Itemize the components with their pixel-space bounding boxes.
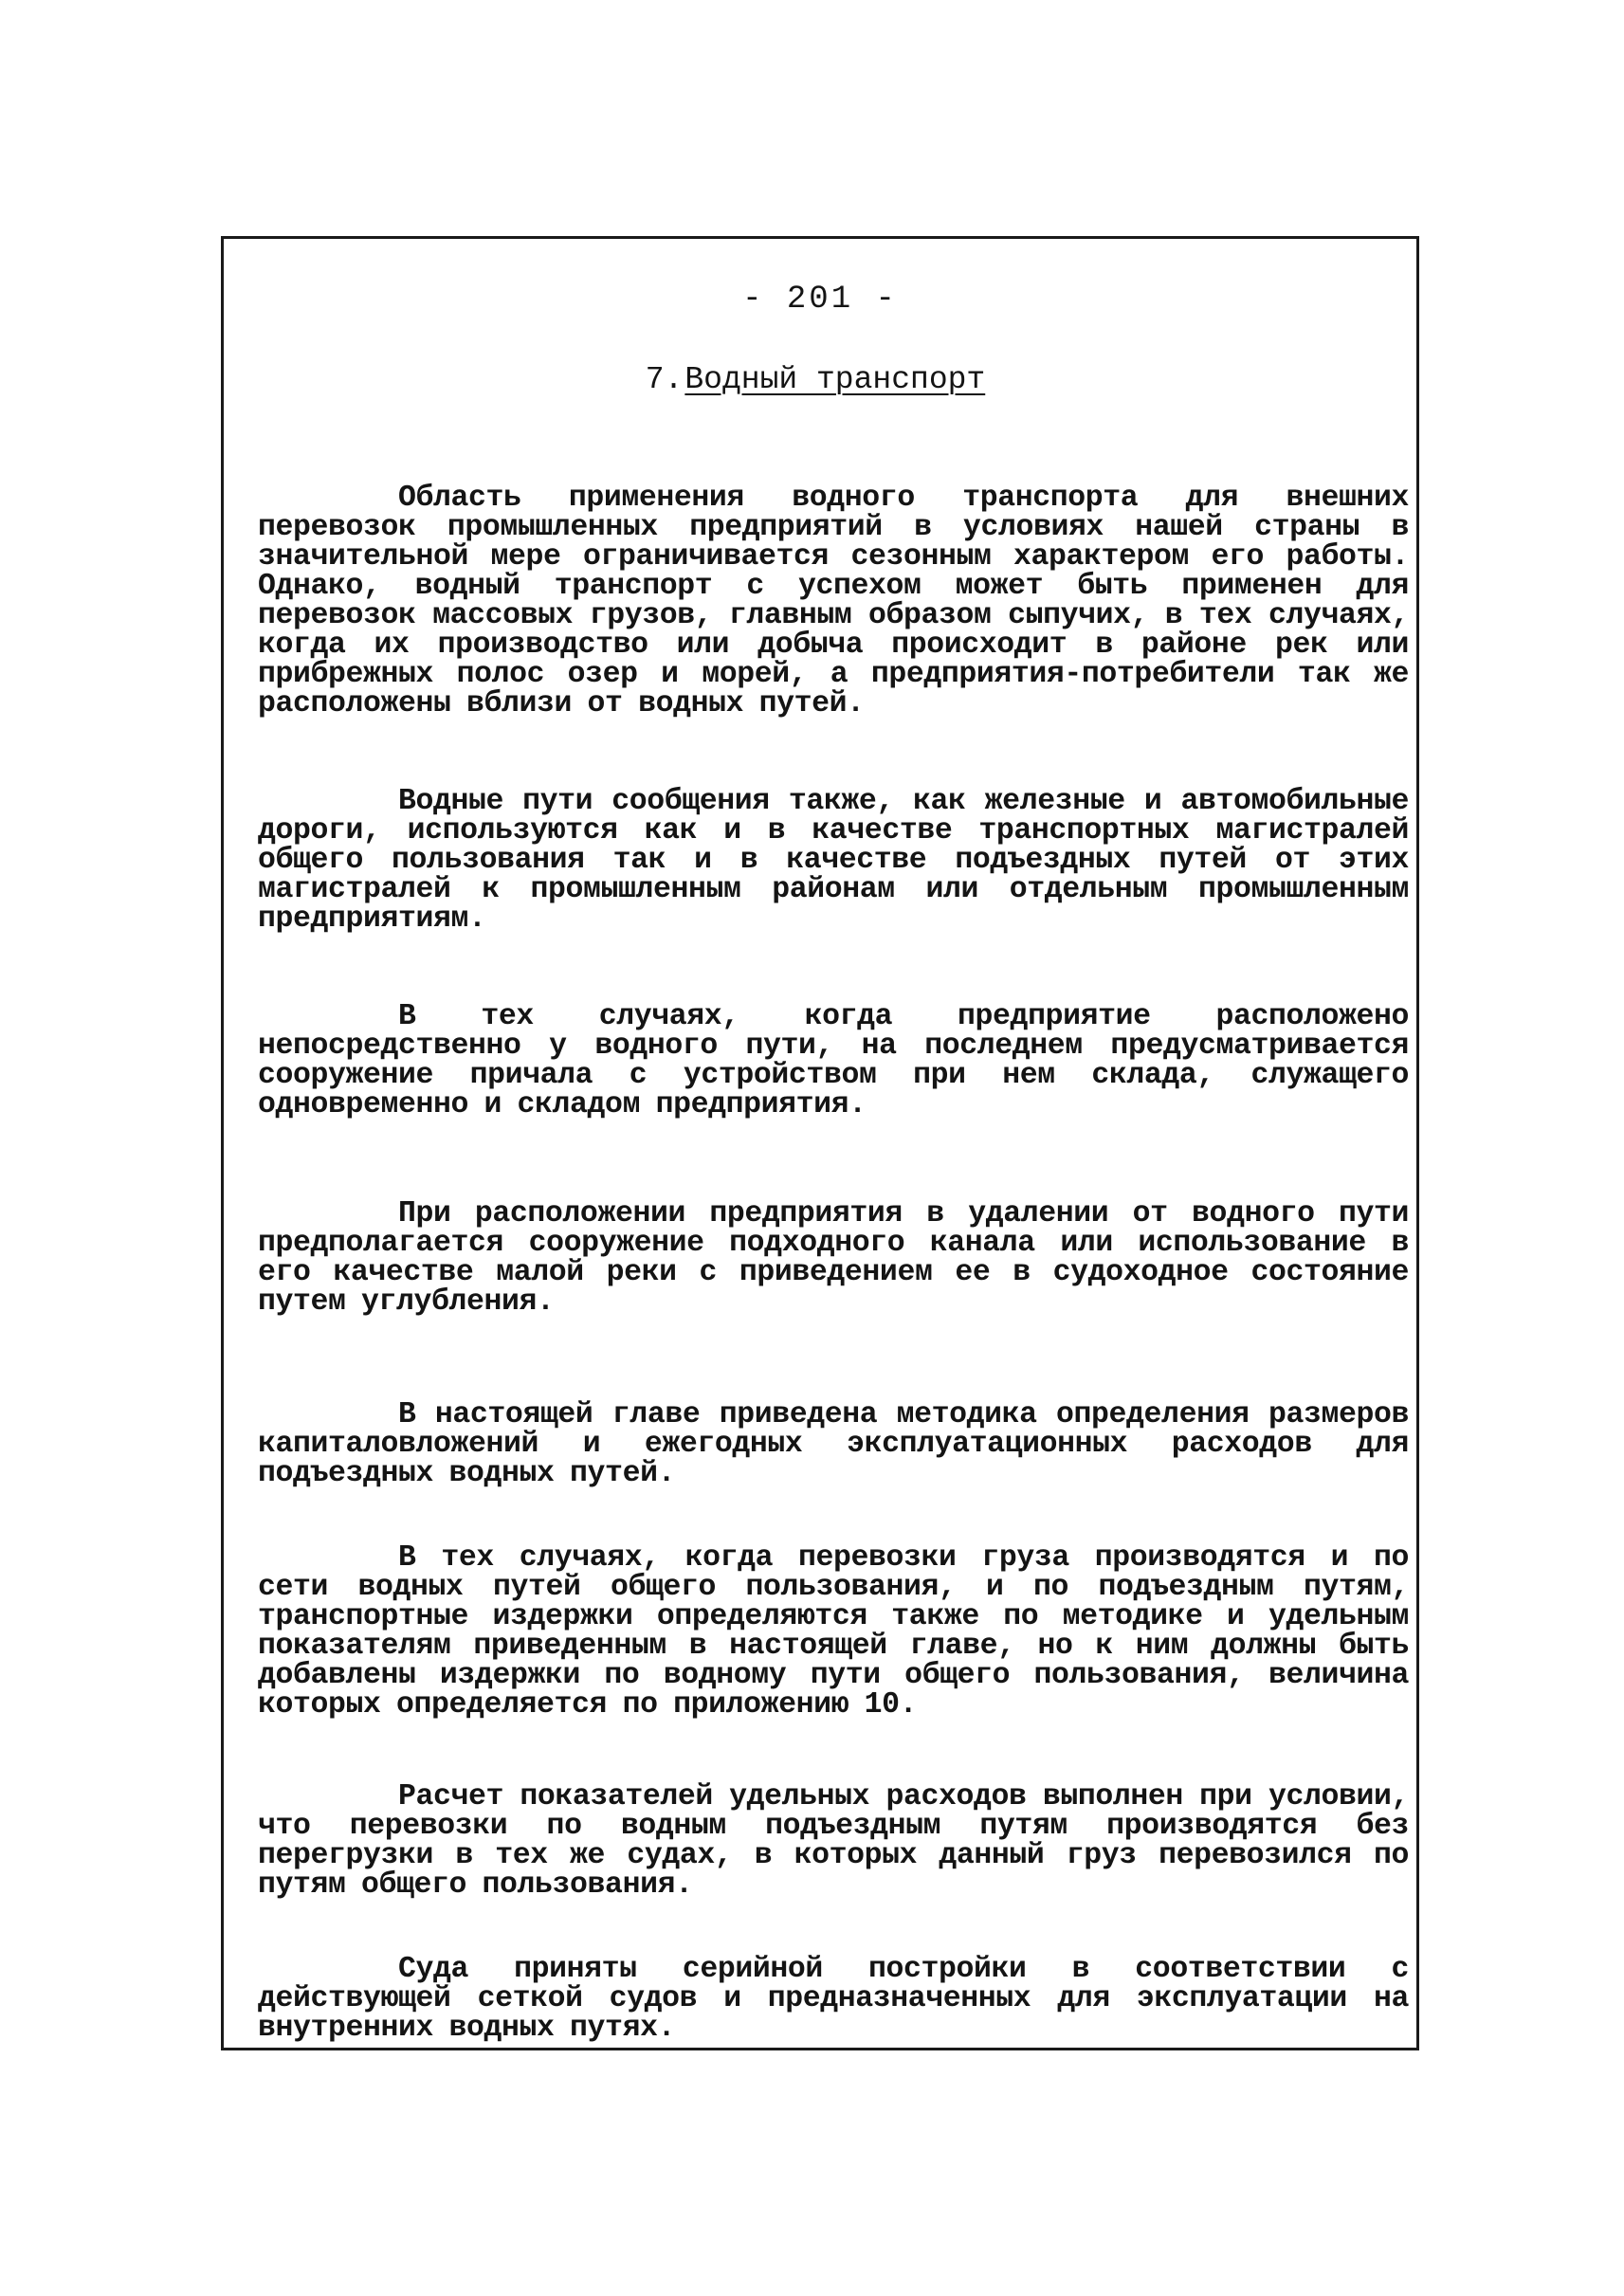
paragraph: В тех случаях, когда предприятие расположено непосредственно у водного пути, на последнем предусматривается сооружение причала с устройством при нем склада, служащего одновременно и складом предприятия. xyxy=(258,1000,1409,1121)
paragraph: Расчет показателей удельных расходов выполнен при условии, что перевозки по водным подъездным путям производятся без перегрузки в тех же судах, в которых данный груз перевозился по путям общего пользования. xyxy=(258,1780,1409,1902)
section-heading xyxy=(224,362,1416,397)
paragraph: Водные пути сообщения также, как железные и автомобильные дороги, используются как и в качестве транспортных магистралей общего пользования так и в качестве подъездных путей от этих магистралей к промышленным районам или отдельным промышленным предприятиям. xyxy=(258,785,1409,936)
page-number: - 201 - xyxy=(742,282,898,318)
body-text xyxy=(258,483,1409,2113)
paragraph: Суда приняты серийной постройки в соответствии с действующей сеткой судов и предназначенных для эксплуатации на внутренних водных путях. xyxy=(258,1953,1409,2045)
paragraph: Область применения водного транспорта для внешних перевозок промышленных предприятий в условиях нашей страны в значительной мере ограничивается сезонным характером его работы. Однако, водный транспорт с успехом может быть применен для перевозок массовых грузов, главным образом сыпучих, в тех случаях, когда их производство или добыча происходит в районе рек или прибрежных полос озер и морей, а предприятия-потребители так же расположены вблизи от водных путей. xyxy=(258,482,1409,720)
paragraph: В тех случаях, когда перевозки груза производятся и по сети водных путей общего пользования, и по подъездным путям, транспортные издержки определяются также по методике и удельным показателям приведенным в настоящей главе, но к ним должны быть добавлены издержки по водному пути общего пользования, величина которых определяется по приложению 10. xyxy=(258,1541,1409,1722)
section-number: 7. xyxy=(645,362,684,397)
paragraph: В настоящей главе приведена методика определения размеров капиталовложений и ежегодных эксплуатационных расходов для подъездных водных путей. xyxy=(258,1398,1409,1490)
section-title: Водный транспорт xyxy=(684,362,986,397)
page-frame xyxy=(221,236,1419,2050)
paragraph: При расположении предприятия в удалении от водного пути предполагается сооружение подходного канала или использование в его качестве малой реки с приведением ее в судоходное состояние путем углубления. xyxy=(258,1197,1409,1319)
